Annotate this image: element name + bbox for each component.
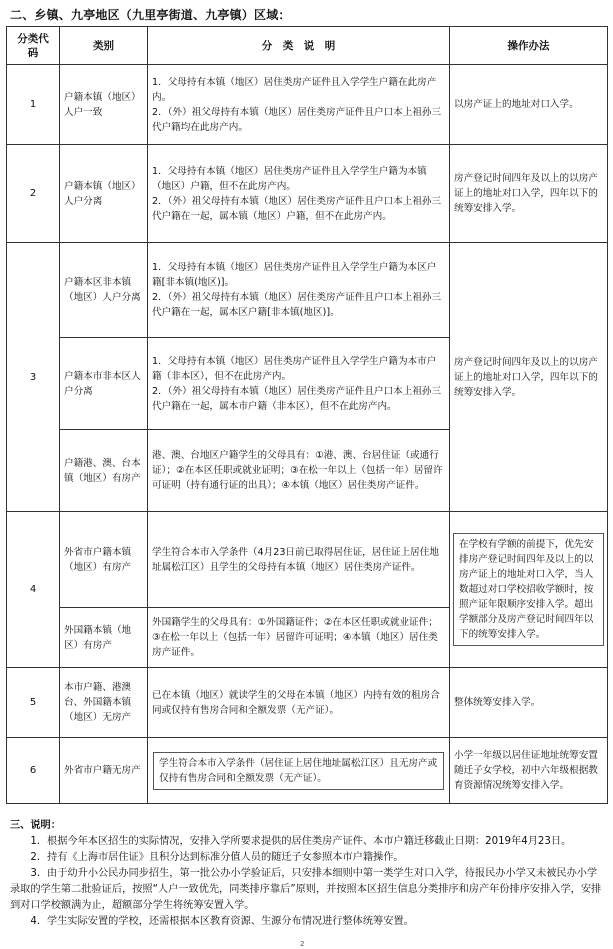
row-category: 户籍港、澳、台本镇（地区）有房产 xyxy=(60,430,148,512)
notes-title: 三、说明： xyxy=(10,820,61,831)
description-item: 1．父母持有本镇（地区）居住类房产证件且入学学生户籍在此房产内。 xyxy=(152,76,437,103)
row-description xyxy=(148,338,450,430)
row-code: 3 xyxy=(7,243,60,512)
notes-section xyxy=(10,818,607,930)
header-action: 操作办法 xyxy=(450,27,608,65)
row-description: 港、澳、台地区户籍学生的父母具有：①港、澳、台居住证（或通行证）；②在本区任职或就业证明；③在松一年以上（包括一年）居留许可证明（持有通行证的出具）；④本镇（地区）居住类房产证件。 xyxy=(148,430,450,512)
row-description xyxy=(148,65,450,145)
table-row xyxy=(7,243,608,338)
description-item: 1．父母持有本镇（地区）居住类房产证件且入学学生户籍为本区户籍[非本镇(地区)]。 xyxy=(152,262,437,288)
row-code: 4 xyxy=(7,512,60,668)
row-description: 已在本镇（地区）就读学生的父母在本镇（地区）内持有效的租房合同或仅持有售房合同和全额发票（无产证）。 xyxy=(148,668,450,738)
row-action: 整体统筹安排入学。 xyxy=(450,668,608,738)
table-row xyxy=(7,738,608,804)
row-category: 外国籍本镇（地区）有房产 xyxy=(60,608,148,668)
header-code: 分类代码 xyxy=(7,27,60,65)
row-description xyxy=(148,738,450,804)
description-item: 1．父母持有本镇（地区）居住类房产证件且入学学生户籍为本镇（地区）户籍，但不在此房产内。 xyxy=(152,165,427,192)
row-description xyxy=(148,145,450,243)
row-category: 户籍本市非本区人户分离 xyxy=(60,338,148,430)
row-category: 户籍本区非本镇（地区）人户分离 xyxy=(60,243,148,338)
row-code: 2 xyxy=(7,145,60,243)
action-box: 在学校有学额的前提下，优先安排房产登记时间四年及以上的以房产证上的地址对口入学，当人数超过对口学校招收学额时，按照产证年限顺序安排入学。超出学额部分及房产登记时间四年以下的统筹安排入学。 xyxy=(453,533,604,646)
note-item: 2．持有《上海市居住证》且积分达到标准分值人员的随迁子女参照本市户籍操作。 xyxy=(30,852,404,863)
description-box: 学生符合本市入学条件（居住证上居住地址属松江区）且无房产或仅持有售房合同和全额发票（无产证）。 xyxy=(153,752,444,790)
description-item: 2．（外）祖父母持有本镇（地区）居住类房产证件且户口本上祖孙三代户籍在一起，属本区户籍[非本镇(地区)]。 xyxy=(152,292,442,318)
header-category: 类别 xyxy=(60,27,148,65)
page-number: 2 xyxy=(300,940,305,948)
table-row xyxy=(7,512,608,608)
note-item: 4．学生实际安置的学校，还需根据本区教育资源、生源分布情况进行整体统筹安置。 xyxy=(30,916,414,927)
row-category: 外省市户籍本镇（地区）有房产 xyxy=(60,512,148,608)
row-action: 以房产证上的地址对口入学。 xyxy=(450,65,608,145)
row-code: 6 xyxy=(7,738,60,804)
classification-table xyxy=(6,26,608,804)
row-action: 小学一年级以居住证地址统筹安置随迁子女学校，初中六年级根据教育资源情况统筹安排入学。 xyxy=(450,738,608,804)
description-item: 2．（外）祖父母持有本镇（地区）居住类房产证件且户口本上祖孙三代户籍均在此房产内。 xyxy=(152,106,442,133)
table-header-row xyxy=(7,27,608,65)
description-item: 2．（外）祖父母持有本镇（地区）居住类房产证件且户口本上祖孙三代户籍在一起，属本市户籍（非本区），但不在此房产内。 xyxy=(152,385,442,412)
table-row xyxy=(7,65,608,145)
row-description: 外国籍学生的父母具有：①外国籍证件；②在本区任职或就业证件；③在松一年以上（包括一年）居留许可证明；④本镇（地区）居住类房产证件。 xyxy=(148,608,450,668)
note-item: 3．由于幼升小公民办同步招生，第一批公办小学验证后，只安排本细则中第一类学生对口入学，待报民办小学又未被民办小学录取的学生第二批验证后，按照“人户一致优先，同类排序靠后”原则，并按照本区招生信息分类排序和房产年份排序安排入学，安排到对口学校额满为止，超额部分学生将统筹安置入学。 xyxy=(10,868,602,911)
row-category: 外省市户籍无房产 xyxy=(60,738,148,804)
row-description: 学生符合本市入学条件（4月23日前已取得居住证，居住证上居住地址属松江区）且学生的父母持有本镇（地区）居住类房产证件。 xyxy=(148,512,450,608)
row-action: 房产登记时间四年及以上的以房产证上的地址对口入学，四年以下的统筹安排入学。 xyxy=(450,145,608,243)
table-row xyxy=(7,145,608,243)
row-code: 1 xyxy=(7,65,60,145)
row-category: 本市户籍、港澳台、外国籍本镇（地区）无房产 xyxy=(60,668,148,738)
row-action xyxy=(450,512,608,668)
header-description: 分 类 说 明 xyxy=(148,27,450,65)
row-code: 5 xyxy=(7,668,60,738)
row-description xyxy=(148,243,450,338)
description-item: 2．（外）祖父母持有本镇（地区）居住类房产证件且户口本上祖孙三代户籍在一起，属本镇（地区）户籍，但不在此房产内。 xyxy=(152,195,442,222)
row-category: 户籍本镇（地区）人户一致 xyxy=(60,65,148,145)
row-category: 户籍本镇（地区）人户分离 xyxy=(60,145,148,243)
row-action: 房产登记时间四年及以上的以房产证上的地址对口入学，四年以下的统筹安排入学。 xyxy=(450,243,608,512)
section-title: 二、乡镇、九亭地区（九里亭街道、九亭镇）区域： xyxy=(10,8,291,22)
table-row xyxy=(7,668,608,738)
description-item: 1．父母持有本镇（地区）居住类房产证件且入学学生户籍为本市户籍（非本区），但不在此房产内。 xyxy=(152,355,437,382)
note-item: 1．根据今年本区招生的实际情况，安排入学所要求提供的居住类房产证件、本市户籍迁移截止日期：2019年4月23日。 xyxy=(30,836,572,847)
